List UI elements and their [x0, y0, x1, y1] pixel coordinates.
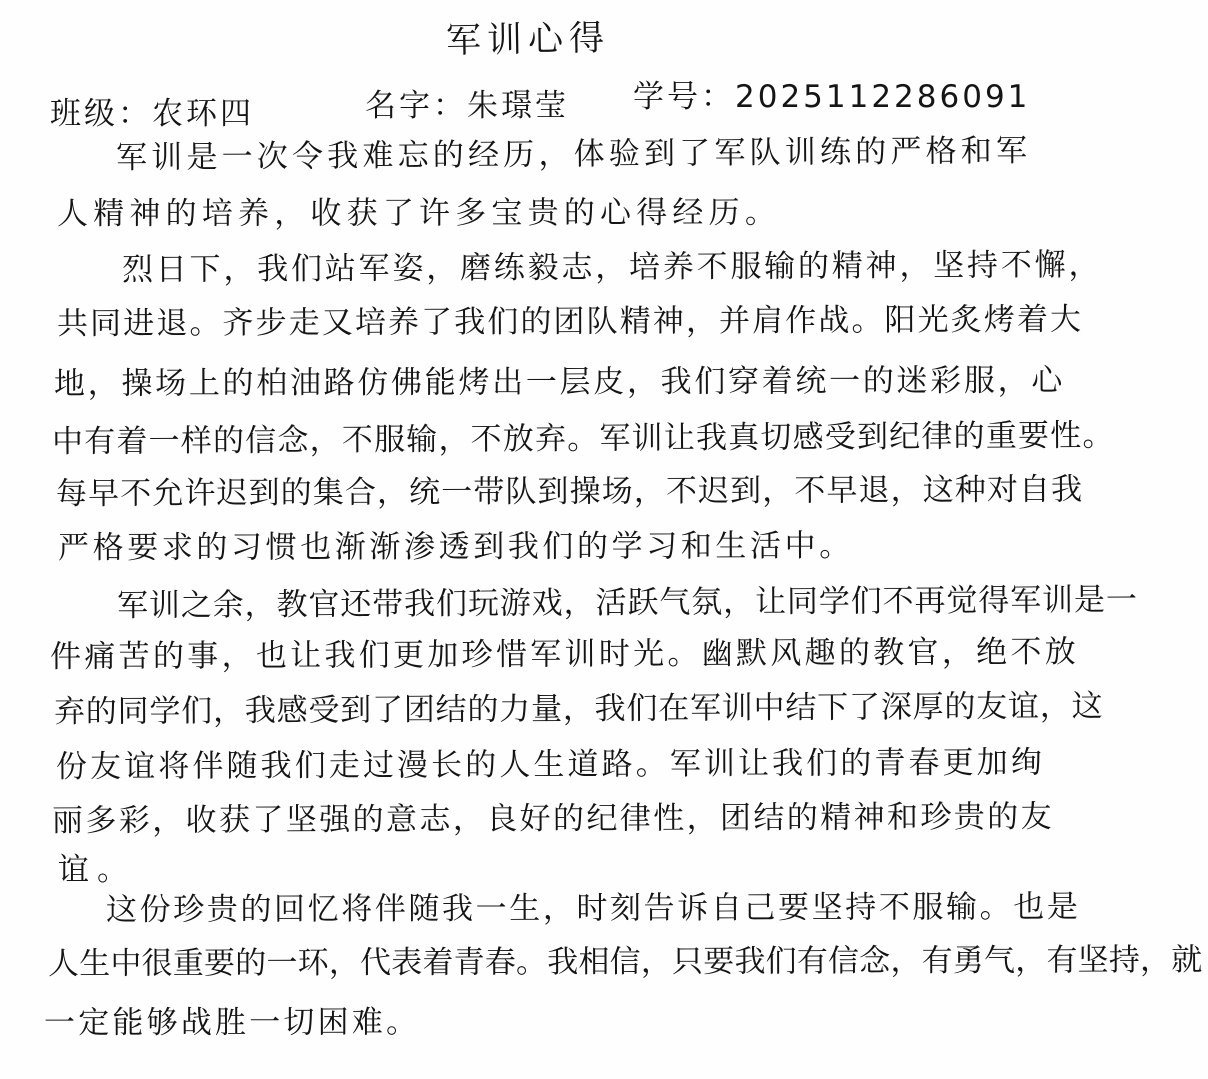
essay-line: 一定能够战胜一切困难。 [43, 1004, 421, 1041]
essay-line: 共同进退。齐步走又培养了我们的团队精神，并肩作战。阳光炙烤着大 [56, 301, 1084, 342]
essay-line: 份友谊将伴随我们走过漫长的人生道路。军训让我们的青春更加绚 [55, 744, 1045, 785]
essay-line: 谊。 [58, 852, 136, 888]
essay-line: 弃的同学们，我感受到了团结的力量，我们在军训中结下了深厚的友谊，这 [53, 688, 1104, 730]
essay-line: 地，操场上的柏油路仿佛能烤出一层皮，我们穿着统一的迷彩服，心 [53, 362, 1066, 402]
essay-line: 人生中很重要的一环，代表着青春。我相信，只要我们有信念，有勇气，有坚持，就 [47, 941, 1203, 982]
name-field: 名字：朱璟莹 [365, 88, 569, 124]
essay-line: 每早不允许迟到的集合，统一带队到操场，不迟到，不早退，这种对自我 [55, 471, 1084, 512]
essay-line: 烈日下，我们站军姿，磨练毅志，培养不服输的精神，坚持不懈， [121, 246, 1103, 288]
essay-line: 军训是一次令我难忘的经历，体验到了军队训练的严格和军 [115, 132, 1032, 176]
class-field: 班级：农环四 [50, 96, 254, 132]
essay-line: 这份珍贵的回忆将伴随我一生，时刻告诉自己要坚持不服输。也是 [105, 888, 1081, 928]
essay-line: 严格要求的习惯也渐渐渗透到我们的学习和生活中。 [57, 527, 854, 566]
essay-line: 中有着一样的信念，不服输，不放弃。军训让我真切感受到纪律的重要性。 [51, 417, 1115, 460]
essay-title: 军训心得 [445, 18, 611, 62]
student-id-field: 学号：2025112286091 [633, 79, 1031, 115]
essay-line: 丽多彩，收获了坚强的意志，良好的纪律性，团结的精神和珍贵的友 [51, 798, 1055, 839]
essay-line: 人精神的培养，收获了许多宝贵的心得经历。 [56, 194, 782, 232]
essay-line: 军训之余，教官还带我们玩游戏，活跃气氛，让同学们不再觉得军训是一 [116, 581, 1138, 624]
essay-line: 件痛苦的事，也让我们更加珍惜军训时光。幽默风趣的教官，绝不放 [49, 633, 1080, 675]
